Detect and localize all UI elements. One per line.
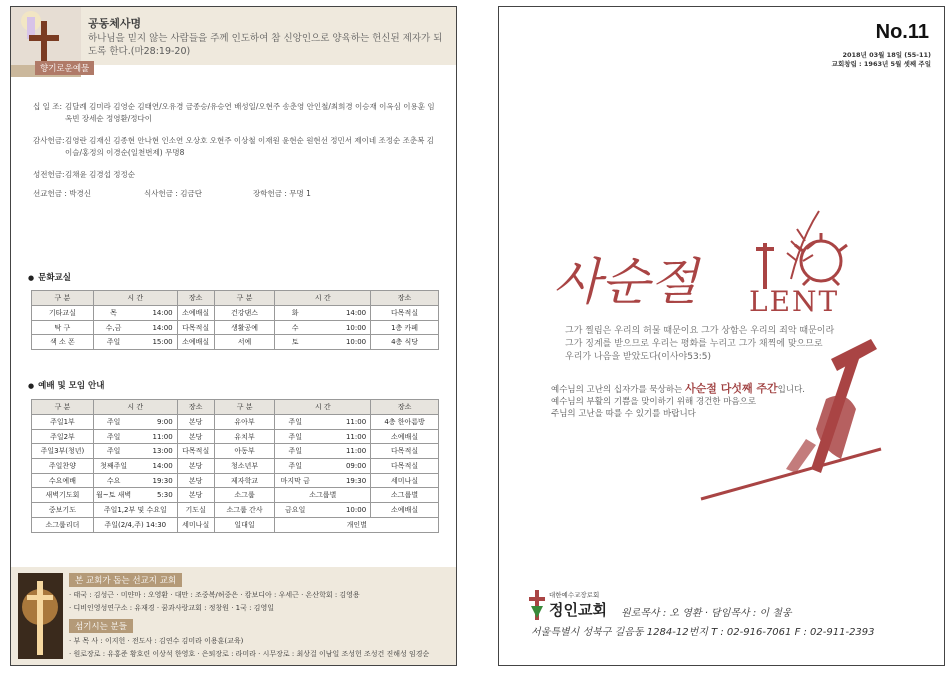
table-cell: 주일찬양	[32, 459, 94, 474]
table-row	[32, 459, 439, 474]
table-cell: 유아부	[214, 415, 275, 430]
table-cell: 제자학교	[214, 473, 275, 488]
table-cell: 화	[275, 306, 315, 321]
lent-message-line: 예수님의 부활의 기쁨을 맞이하기 위해 경건한 마음으로	[551, 397, 757, 407]
table-cell: 13:00	[133, 444, 177, 459]
table-cell: 새벽기도회	[32, 488, 94, 503]
table-cell: 주일2부	[32, 429, 94, 444]
table-row	[32, 503, 439, 518]
table-cell: 14:00	[133, 306, 177, 321]
table-cell: 주일	[93, 335, 133, 350]
col-header: 구 분	[32, 400, 94, 415]
table-row	[32, 444, 439, 459]
table-cell: 세미나실	[177, 517, 214, 532]
servants-line: · 부 목 사 : 이지헌 · 전도사 : 김연수 김미라 이용훈(교육)	[69, 637, 244, 645]
table-row	[32, 517, 439, 532]
offering-temple	[33, 169, 440, 181]
table-cell: 수,금	[93, 320, 133, 335]
table-cell: 주일	[93, 415, 133, 430]
table-cell: 소예배실	[371, 429, 439, 444]
table-cell: 소그룹리더	[32, 517, 94, 532]
nails-icon	[756, 243, 774, 289]
table-cell: 4층 식당	[371, 335, 439, 350]
table-cell: 1층 카페	[371, 320, 439, 335]
glowing-cross-image	[18, 573, 63, 659]
table-row	[32, 306, 439, 321]
scripture-line: 그가 찔림은 우리의 허물 때문이요 그가 상함은 우리의 죄악 때문이라	[565, 326, 835, 336]
table-row	[32, 429, 439, 444]
table-cell: 주일	[93, 444, 133, 459]
table-cell: 소그룹 간사	[214, 503, 275, 518]
col-header: 구 분	[214, 400, 275, 415]
col-header: 장소	[177, 400, 214, 415]
table-cell: 금요일	[275, 503, 315, 518]
ground-line	[701, 449, 881, 499]
right-page	[498, 6, 945, 666]
offering-section-label: 향기로운예물	[35, 61, 94, 75]
table-cell: 주일	[275, 459, 315, 474]
scripture-passage	[565, 325, 865, 364]
table-cell: 수요예배	[32, 473, 94, 488]
missionary-section-label: 본 교회가 돕는 선교지 교회	[69, 573, 182, 587]
table-cell: 세미나실	[371, 473, 439, 488]
table-cell: 소예배실	[371, 503, 439, 518]
table-cell: 다목적실	[371, 459, 439, 474]
table-cell: 11:00	[315, 429, 371, 444]
denomination: 대한예수교장로회	[549, 591, 600, 599]
table-cell: 일대일	[214, 517, 275, 532]
table-cell: 19:30	[315, 473, 371, 488]
table-cell: 11:00	[133, 429, 177, 444]
culture-table	[31, 290, 439, 350]
servants-section-label: 섬기시는 분들	[69, 619, 133, 633]
table-cell: 09:00	[315, 459, 371, 474]
lent-message	[551, 383, 851, 420]
lent-week-highlight: 사순절 다섯째 주간	[684, 382, 778, 395]
table-cell: 생활공예	[214, 320, 275, 335]
scripture-line: 우리가 나음을 받았도다(이사야53:5)	[565, 352, 711, 362]
table-cell: 월~토 새벽	[93, 488, 133, 503]
table-cell: 10:00	[315, 503, 371, 518]
table-cell: 주일3부(청년)	[32, 444, 94, 459]
table-cell: 주일(2/4,주) 14:30	[93, 517, 177, 532]
table-cell: 건강댄스	[214, 306, 275, 321]
col-header: 장소	[371, 400, 439, 415]
table-cell: 4층 한아름방	[371, 415, 439, 430]
table-row	[32, 320, 439, 335]
missionary-line: · 태국 : 김성근 · 미얀마 : 오영환 · 대만 : 조중복/허중은 · 캄보디아 : 우세근 · 온산학회 : 김영용	[69, 591, 360, 599]
culture-class-title: ● 문화교실	[28, 271, 71, 283]
table-cell: 14:00	[315, 306, 371, 321]
mission-title: 공동체사명	[88, 17, 142, 30]
table-cell: 수	[275, 320, 315, 335]
table-cell: 11:00	[315, 444, 371, 459]
offering-meal: 식사헌금 : 김금단	[144, 189, 203, 198]
table-cell: 소예배실	[177, 306, 214, 321]
established-line: 교회창립 : 1963년 5월 셋째 주일	[831, 60, 931, 68]
footer-panel	[11, 567, 456, 665]
table-cell: 수요	[93, 473, 133, 488]
table-row	[32, 335, 439, 350]
table-cell: 주일	[93, 429, 133, 444]
lent-message-text: 예수님의 고난의 십자가를 묵상하는	[551, 385, 685, 395]
ministers: 원로목사 : 오 영환 · 담임목사 : 이 철웅	[621, 608, 792, 619]
offering-names: 김영란 김재신 김종현 안나현 인소연 오상호 오현주 이상철 이재원 윤현순 원현선 정민서 제이네 조정순 조춘복 김이슬/홍정의 이경순(일천번제) 무명8	[65, 136, 435, 157]
worship-title: ● 예배 및 모임 안내	[28, 379, 104, 391]
table-cell: 탁 구	[32, 320, 94, 335]
table-cell: 다목적실	[371, 444, 439, 459]
offering-thanks	[33, 135, 440, 159]
col-header: 시 간	[93, 291, 177, 306]
table-cell: 소그룹별	[275, 488, 371, 503]
table-cell: 본당	[177, 488, 214, 503]
issue-date	[832, 51, 931, 69]
table-cell: 본당	[177, 459, 214, 474]
table-cell: 색 소 폰	[32, 335, 94, 350]
table-cell: 마지막 금	[275, 473, 315, 488]
lent-korean-title: 사순절	[553, 253, 698, 311]
offering-label: 십 일 조:	[33, 102, 63, 111]
table-cell: 본당	[177, 473, 214, 488]
col-header: 장소	[371, 291, 439, 306]
table-cell: 토	[275, 335, 315, 350]
table-cell: 소예배실	[177, 335, 214, 350]
col-header: 시 간	[275, 291, 371, 306]
issue-number: No.11	[875, 21, 929, 43]
table-cell: 본당	[177, 429, 214, 444]
table-header-row	[32, 291, 439, 306]
date-line: 2018년 03월 18일 (55-11)	[842, 51, 931, 59]
mission-verse: 하나님을 믿지 않는 사람들을 주께 인도하여 참 신앙인으로 양육하는 헌신된 제자가 되도록 한다.(마28:19-20)	[88, 33, 443, 57]
table-cell: 유치부	[214, 429, 275, 444]
col-header: 시 간	[275, 400, 371, 415]
mission-header	[11, 7, 456, 65]
table-cell: 19:30	[133, 473, 177, 488]
table-cell: 아동부	[214, 444, 275, 459]
lent-message-line	[551, 383, 851, 396]
table-cell: 중보기도	[32, 503, 94, 518]
table-cell: 10:00	[315, 320, 371, 335]
table-cell: 서예	[214, 335, 275, 350]
table-cell: 기타교실	[32, 306, 94, 321]
table-cell: 주일1,2부 및 수요일	[93, 503, 177, 518]
table-cell: 다목적실	[177, 320, 214, 335]
table-cell: 다목적실	[371, 306, 439, 321]
offering-names: 김달례 김미라 김영순 김태연/오유경 금종승/유승연 배성일/오현주 송춘영 안인철/최희경 이승재 이옥심 이용훈 임옥빈 장세순 정영환/정다이	[65, 102, 435, 123]
servants-line: · 원로장로 : 유홍준 황호린 이상석 한영호 · 은퇴장로 : 라미라 · 시무장로 : 최상걸 이남일 조성헌 조성건 진해성 임경순	[69, 650, 430, 658]
table-row	[32, 473, 439, 488]
table-cell: 다목적실	[177, 444, 214, 459]
table-cell: 주일	[275, 429, 315, 444]
offering-names: 김채윤 김경섭 정정순	[65, 170, 135, 179]
table-cell: 첫째주일	[93, 459, 133, 474]
table-cell: 10:00	[315, 335, 371, 350]
offering-scholarship: 장학헌금 : 무명 1	[253, 189, 311, 198]
table-cell: 본당	[177, 415, 214, 430]
lent-message-text: 입니다.	[777, 385, 805, 395]
offering-tithe	[33, 101, 440, 125]
table-cell: 소그룹별	[371, 488, 439, 503]
table-cell: 소그룹	[214, 488, 275, 503]
offering-label: 성전헌금:	[33, 170, 65, 179]
table-cell: 9:00	[133, 415, 177, 430]
table-cell: 목	[93, 306, 133, 321]
left-page	[10, 6, 457, 666]
table-cell: 주일1부	[32, 415, 94, 430]
table-cell: 개인별	[275, 517, 439, 532]
table-cell: 14:00	[133, 320, 177, 335]
col-header: 장소	[177, 291, 214, 306]
offering-mission: 선교헌금 : 박경신	[33, 189, 92, 198]
table-row	[32, 415, 439, 430]
offering-label: 감사헌금:	[33, 136, 65, 145]
table-cell: 15:00	[133, 335, 177, 350]
col-header: 구 분	[214, 291, 275, 306]
lent-message-line: 주님의 고난을 따를 수 있기를 바랍니다	[551, 409, 696, 419]
col-header: 구 분	[32, 291, 94, 306]
table-row	[32, 488, 439, 503]
table-cell: 청소년부	[214, 459, 275, 474]
worship-table	[31, 399, 439, 533]
missionary-line: · 디비인영성연구소 : 유재경 · 꿈과사랑교회 : 정창원 · 1국 : 김영일	[69, 604, 274, 612]
table-cell: 주일	[275, 415, 315, 430]
table-cell: 14:00	[133, 459, 177, 474]
church-name: 정인교회	[549, 601, 607, 619]
scripture-line: 그가 징계를 받으므로 우리는 평화를 누리고 그가 채찍에 맞으므로	[565, 339, 823, 349]
col-header: 시 간	[93, 400, 177, 415]
table-cell: 5:30	[133, 488, 177, 503]
church-logo-icon	[529, 590, 545, 620]
table-header-row	[32, 400, 439, 415]
lent-english-title: LENT	[749, 285, 840, 318]
table-cell: 기도실	[177, 503, 214, 518]
table-cell: 11:00	[315, 415, 371, 430]
church-address: 서울특별시 성북구 길음동 1284-12번지 T : 02-916-7061 F : 02-911-2393	[531, 627, 875, 638]
table-cell: 주일	[275, 444, 315, 459]
